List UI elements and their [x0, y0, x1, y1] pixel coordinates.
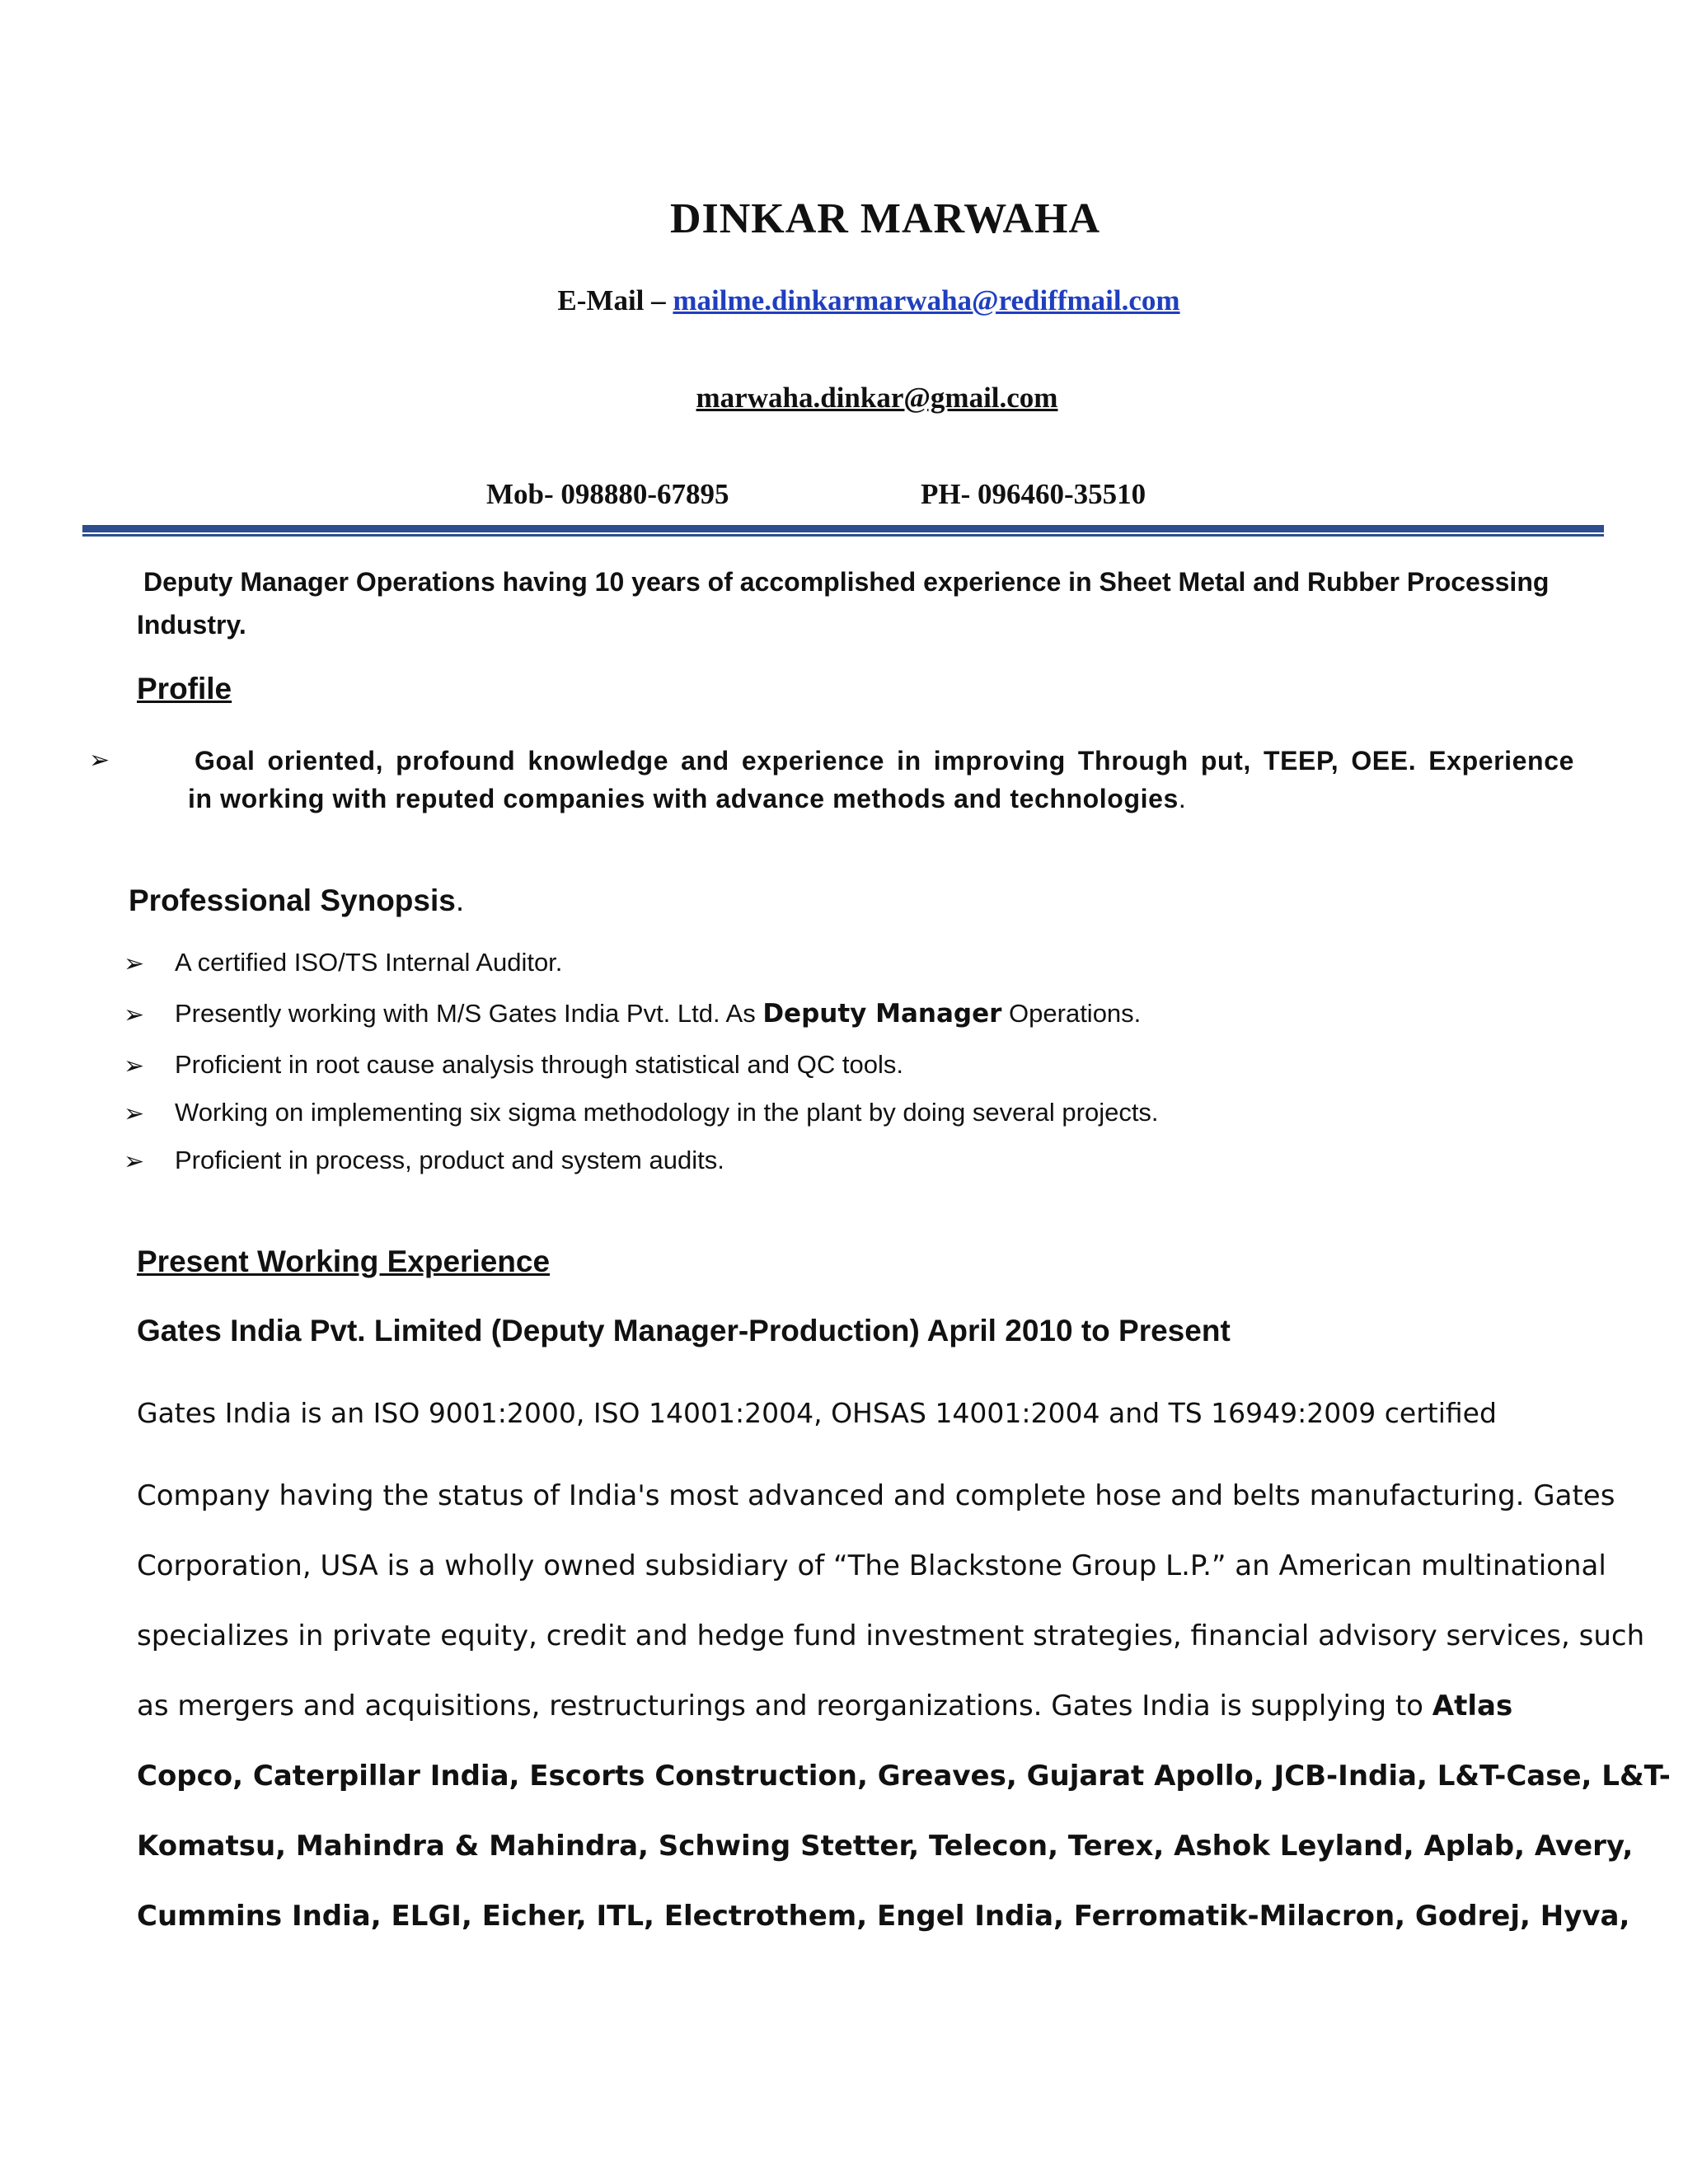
- profile-heading: Profile: [137, 672, 232, 705]
- summary-line: Deputy Manager Operations having 10 years of accomplished experience in Sheet Metal and Rubber Processing: [143, 567, 1550, 597]
- client-list-line: Komatsu, Mahindra & Mahindra, Schwing Stetter, Telecon, Terex, Ashok Leyland, Aplab, Avery,: [137, 1830, 1634, 1863]
- experience-paragraph-line: specializes in private equity, credit and hedge fund investment strategies, financial advisory services, such: [137, 1619, 1645, 1652]
- client-list-line: Copco, Caterpillar India, Escorts Construction, Greaves, Gujarat Apollo, JCB-India, L&T-Case, L&T-: [137, 1760, 1671, 1793]
- bullet-arrow-icon: ➢: [124, 1099, 145, 1128]
- email-line: [25, 284, 1688, 317]
- experience-paragraph-line: Corporation, USA is a wholly owned subsidiary of “The Blackstone Group L.P.” an American multinational: [137, 1549, 1606, 1582]
- company-title: Gates India Pvt. Limited (Deputy Manager-Production) April 2010 to Present: [137, 1314, 1231, 1347]
- email-primary-link[interactable]: mailme.dinkarmarwaha@rediffmail.com: [673, 284, 1180, 316]
- bullet-arrow-icon: ➢: [124, 1001, 145, 1029]
- bullet-arrow-icon: ➢: [89, 746, 110, 775]
- phone-number: PH- 096460-35510: [921, 478, 1146, 510]
- summary-line: Industry.: [137, 610, 246, 640]
- candidate-name: DINKAR MARWAHA: [669, 195, 1101, 242]
- client-list-line: Cummins India, ELGI, Eicher, ITL, Electrothem, Engel India, Ferromatik-Milacron, Godrej, Hyva,: [137, 1900, 1630, 1933]
- header-divider: [82, 525, 1604, 532]
- profile-line: Goal oriented, profound knowledge and experience in improving Through put, TEEP, OEE. Experience: [195, 746, 1574, 776]
- experience-paragraph-line: Company having the status of India's most advanced and complete hose and belts manufacturing. Gates: [137, 1479, 1615, 1512]
- experience-heading: Present Working Experience: [137, 1244, 551, 1278]
- bullet-arrow-icon: ➢: [124, 1147, 145, 1176]
- email-label: E-Mail –: [557, 284, 673, 316]
- email-secondary[interactable]: marwaha.dinkar@gmail.com: [696, 382, 1058, 414]
- synopsis-heading: Professional Synopsis.: [129, 883, 465, 917]
- bullet-arrow-icon: ➢: [124, 949, 145, 978]
- profile-bullet-text: [188, 742, 1574, 818]
- bullet-arrow-icon: ➢: [124, 1052, 145, 1080]
- profile-line: in working with reputed companies with advance methods and technologies.: [188, 784, 1187, 813]
- experience-paragraph-line: as mergers and acquisitions, restructurings and reorganizations. Gates India is supplying to Atlas: [137, 1690, 1513, 1722]
- experience-paragraph-line: Gates India is an ISO 9001:2000, ISO 14001:2004, OHSAS 14001:2004 and TS 16949:2009 certified: [137, 1397, 1497, 1429]
- career-summary: [137, 560, 1587, 646]
- mobile-number: Mob- 098880-67895: [486, 478, 729, 510]
- header-divider-thin: [82, 534, 1604, 537]
